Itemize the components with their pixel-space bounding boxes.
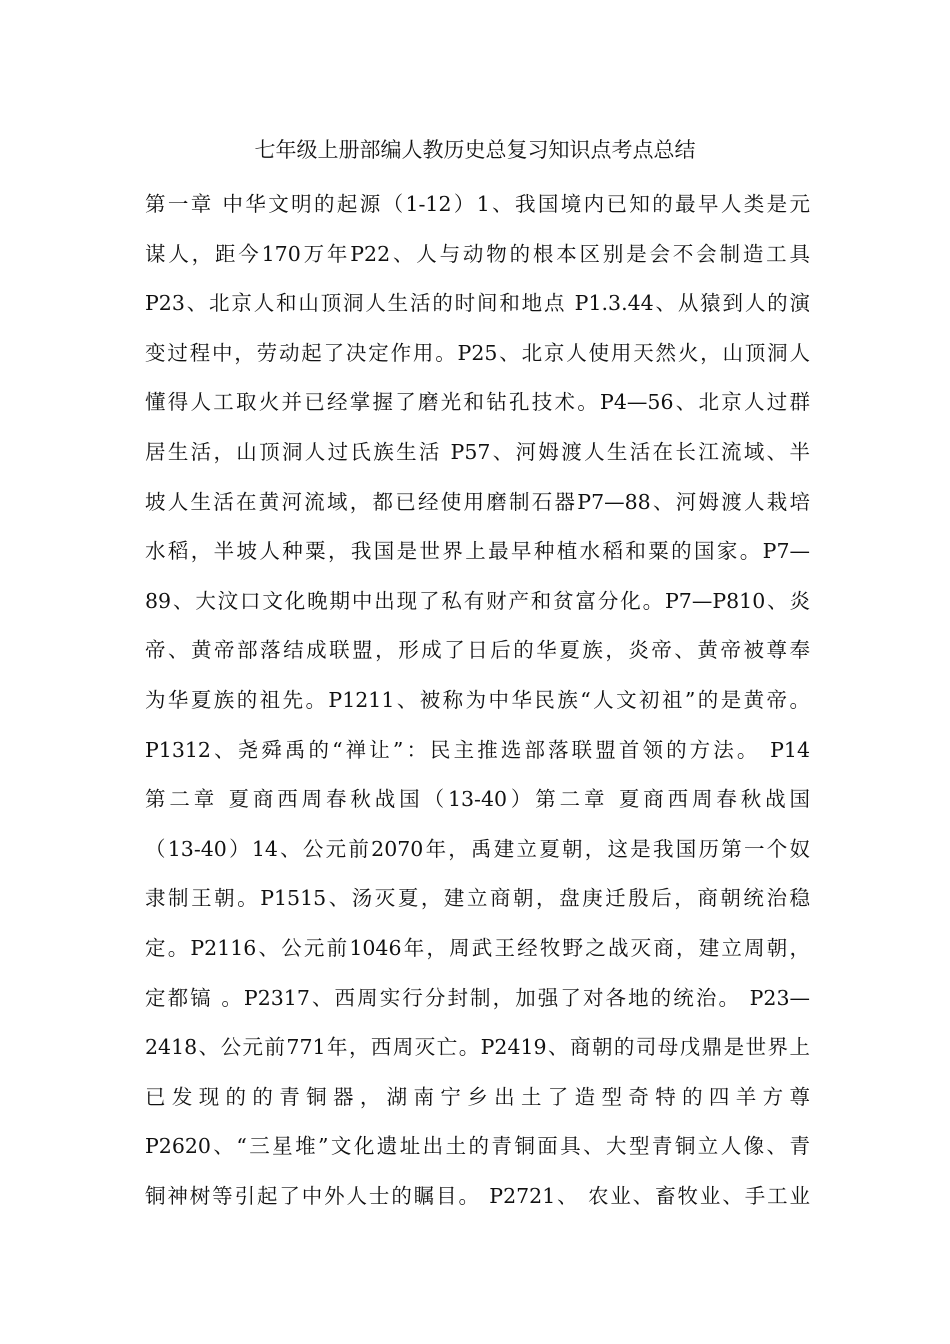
body-line: 第一章 中华文明的起源（1-12）1、我国境内已知的最早人类是元 [145, 192, 810, 216]
body-line: 变过程中，劳动起了决定作用。P25、北京人使用天然火，山顶洞人 [145, 340, 810, 365]
body-line: 89、大汶口文化晚期中出现了私有财产和贫富分化。P7—P810、炎 [145, 588, 810, 613]
body-line: 懂得人工取火并已经掌握了磨光和钻孔技术。P4—56、北京人过群 [145, 390, 810, 415]
body-line: P23、北京人和山顶洞人生活的时间和地点 P1.3.44、从猿到人的演 [145, 291, 810, 316]
body-line: 为华夏族的祖先。P1211、被称为中华民族“人文初祖”的是黄帝。 [145, 687, 810, 712]
body-line: 坡人生活在黄河流域，都已经使用磨制石器P7—88、河姆渡人栽培 [145, 489, 810, 514]
body-line: 第二章 夏商西周春秋战国（13-40）第二章 夏商西周春秋战国 [145, 787, 810, 812]
body-line: 隶制王朝。P1515、汤灭夏，建立商朝，盘庚迁殷后，商朝统治稳 [145, 886, 810, 911]
body-line: P2620、“三星堆”文化遗址出土的青铜面具、大型青铜立人像、青 [145, 1134, 810, 1159]
body-line: 2418、公元前771年，西周灭亡。P2419、商朝的司母戊鼎是世界上 [145, 1035, 810, 1060]
body-line: 水稻，半坡人种粟，我国是世界上最早种植水稻和粟的国家。P7— [145, 539, 810, 564]
body-line: P1312、尧舜禹的“禅让”：民主推选部落联盟首领的方法。 P14 [145, 737, 810, 762]
body-line: 谋人，距今170万年P22、人与动物的根本区别是会不会制造工具 [145, 241, 810, 266]
body-line: 定。P2116、公元前1046年，周武王经牧野之战灭商，建立周朝， [145, 935, 810, 960]
body-line: 帝、黄帝部落结成联盟，形成了日后的华夏族，炎帝、黄帝被尊奉 [145, 638, 810, 663]
body-line: 铜神树等引起了中外人士的瞩目。 P2721、 农业、畜牧业、手工业 [145, 1183, 810, 1208]
body-line: 定都镐 。P2317、西周实行分封制，加强了对各地的统治。 P23— [145, 985, 810, 1010]
body-line: （13-40）14、公元前2070年，禹建立夏朝，这是我国历第一个奴 [145, 836, 810, 861]
document-title: 七年级上册部编人教历史总复习知识点考点总结 [254, 138, 696, 162]
document-body [145, 180, 810, 1221]
body-line: 居生活，山顶洞人过氏族生活 P57、河姆渡人生活在长江流域、半 [145, 439, 810, 464]
body-line: 已发现的的青铜器，湖南宁乡出土了造型奇特的四羊方尊 [145, 1084, 810, 1109]
